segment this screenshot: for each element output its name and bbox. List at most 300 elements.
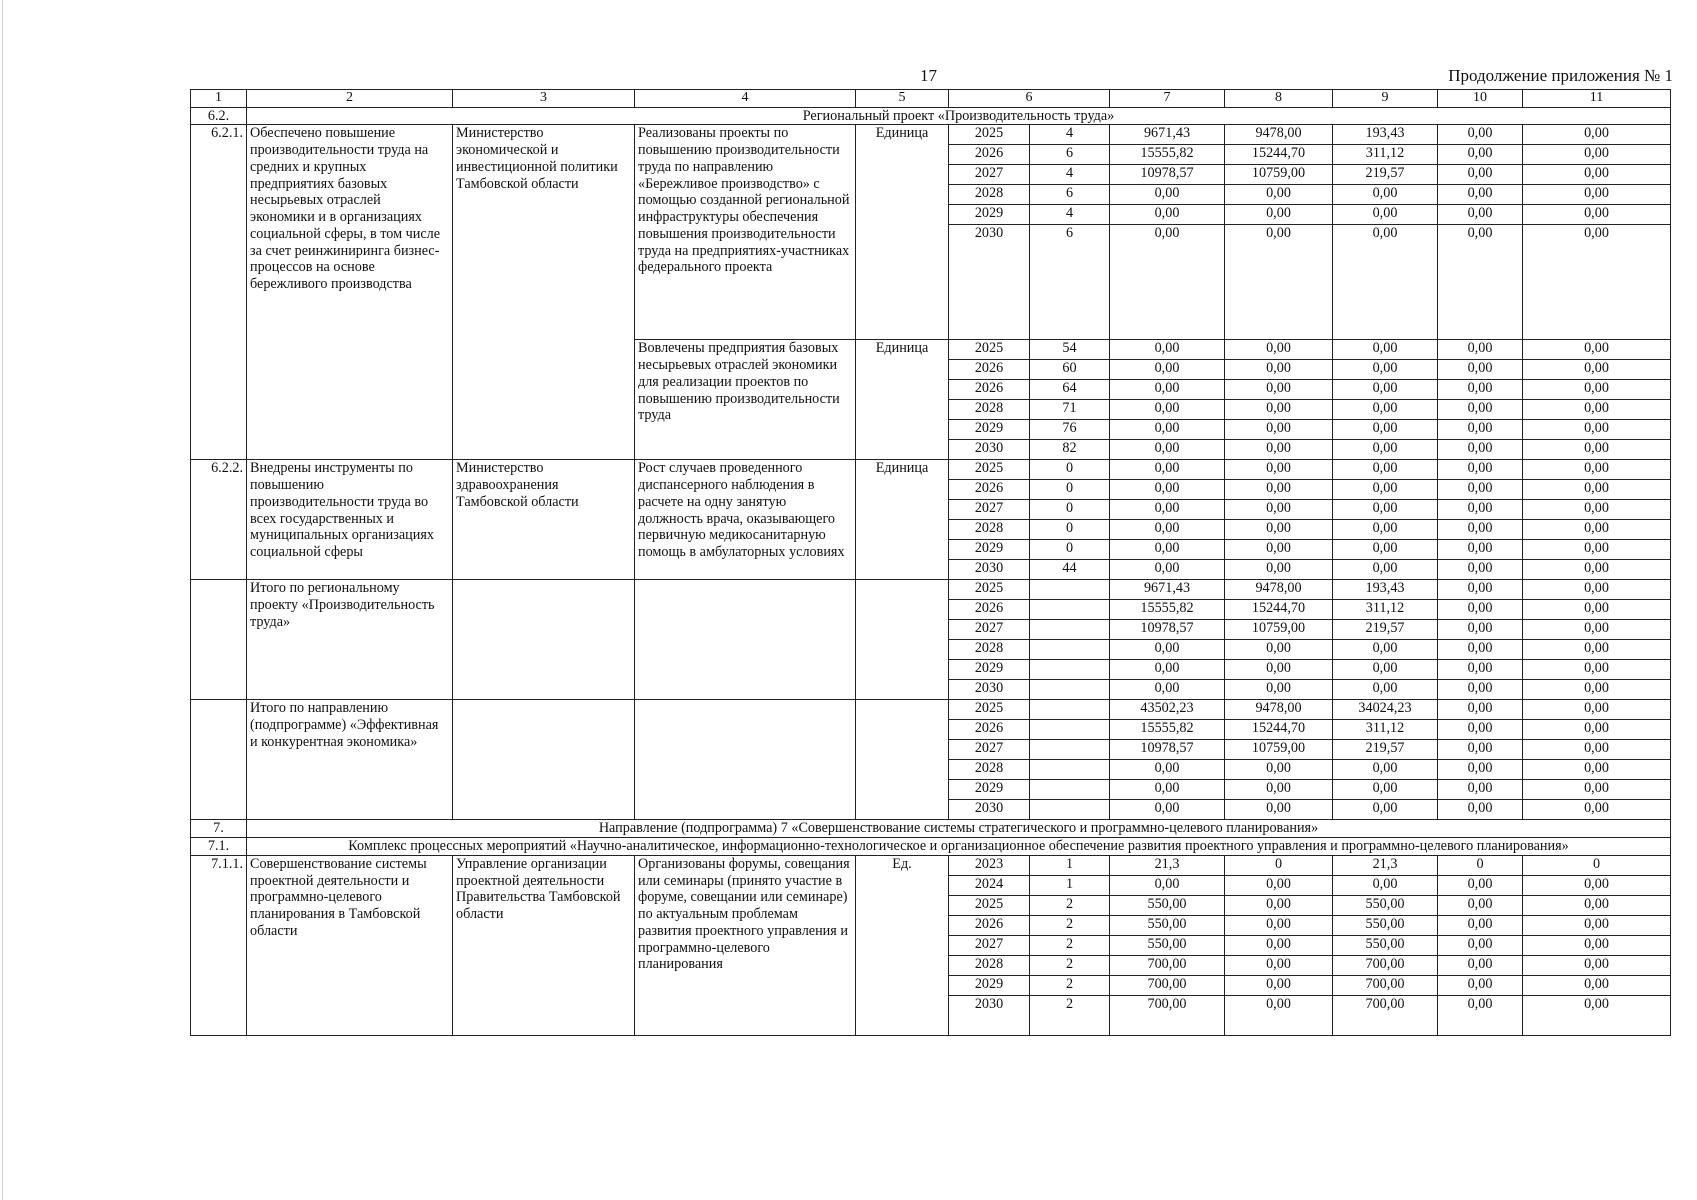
value-cell: 0,00 — [1438, 680, 1523, 700]
value-cell: 0,00 — [1523, 165, 1671, 185]
value-cell: 219,57 — [1333, 620, 1438, 640]
value-cell: 0,00 — [1333, 780, 1438, 800]
value-cell: 10978,57 — [1110, 740, 1225, 760]
value-cell: 0,00 — [1523, 895, 1671, 915]
value-cell: 0,00 — [1523, 460, 1671, 480]
value-cell — [1030, 740, 1110, 760]
value-cell: 15244,70 — [1225, 720, 1333, 740]
value-cell: 0,00 — [1438, 660, 1523, 680]
value-cell: 2 — [1030, 975, 1110, 995]
section-row — [191, 107, 1671, 125]
value-cell: 0,00 — [1438, 480, 1523, 500]
value-cell: 0,00 — [1438, 780, 1523, 800]
value-cell: 9478,00 — [1225, 580, 1333, 600]
value-cell: 550,00 — [1333, 895, 1438, 915]
empty-cell — [856, 700, 949, 820]
value-cell: 0,00 — [1438, 420, 1523, 440]
value-cell: 0,00 — [1225, 340, 1333, 360]
value-cell: 0,00 — [1523, 400, 1671, 420]
appendix-label: Продолжение приложения № 1 — [1448, 66, 1673, 85]
value-cell: 700,00 — [1110, 995, 1225, 1035]
indicator-name: Рост случаев проведенного диспансерного наблюдения в расчете на одну занятую должность врача, оказывающего первичную медикосанитарную помощь в амбулаторных условиях — [635, 460, 856, 580]
value-cell: 4 — [1030, 125, 1110, 145]
value-cell: 219,57 — [1333, 740, 1438, 760]
year-cell: 2023 — [949, 855, 1030, 875]
value-cell — [1030, 760, 1110, 780]
year-cell: 2030 — [949, 440, 1030, 460]
value-cell: 0 — [1030, 540, 1110, 560]
value-cell: 0,00 — [1110, 400, 1225, 420]
value-cell: 0,00 — [1110, 480, 1225, 500]
value-cell: 0,00 — [1225, 780, 1333, 800]
value-cell: 0,00 — [1333, 480, 1438, 500]
value-cell: 0,00 — [1523, 500, 1671, 520]
value-cell: 43502,23 — [1110, 700, 1225, 720]
value-cell: 219,57 — [1333, 165, 1438, 185]
empty-cell — [191, 700, 247, 820]
indicator-unit: Единица — [856, 340, 949, 460]
value-cell: 0,00 — [1438, 935, 1523, 955]
value-cell: 550,00 — [1110, 915, 1225, 935]
empty-cell — [635, 700, 856, 820]
value-cell: 0,00 — [1438, 875, 1523, 895]
value-cell: 0,00 — [1333, 380, 1438, 400]
indicator-name: Вовлечены предприятия базовых несырьевых отраслей экономики для реализации проектов по повышению производительности труда — [635, 340, 856, 460]
year-cell: 2025 — [949, 580, 1030, 600]
value-cell: 0,00 — [1438, 740, 1523, 760]
value-cell: 82 — [1030, 440, 1110, 460]
year-cell: 2028 — [949, 520, 1030, 540]
value-cell: 34024,23 — [1333, 700, 1438, 720]
column-number: 9 — [1333, 90, 1438, 108]
year-cell: 2028 — [949, 955, 1030, 975]
value-cell: 0,00 — [1225, 440, 1333, 460]
value-cell: 0,00 — [1225, 760, 1333, 780]
total-row — [191, 580, 1671, 600]
value-cell: 6 — [1030, 185, 1110, 205]
column-number: 8 — [1225, 90, 1333, 108]
value-cell: 0 — [1030, 520, 1110, 540]
year-cell: 2026 — [949, 360, 1030, 380]
value-cell: 0,00 — [1225, 955, 1333, 975]
value-cell: 10978,57 — [1110, 165, 1225, 185]
column-number: 6 — [949, 90, 1110, 108]
value-cell: 0,00 — [1333, 660, 1438, 680]
value-cell: 0 — [1438, 855, 1523, 875]
value-cell: 10759,00 — [1225, 165, 1333, 185]
value-cell: 0,00 — [1110, 760, 1225, 780]
value-cell: 0,00 — [1438, 400, 1523, 420]
year-cell: 2029 — [949, 660, 1030, 680]
value-cell: 2 — [1030, 895, 1110, 915]
value-cell: 0,00 — [1523, 520, 1671, 540]
value-cell: 0,00 — [1225, 800, 1333, 820]
value-cell: 0,00 — [1438, 340, 1523, 360]
year-cell: 2025 — [949, 125, 1030, 145]
year-cell: 2030 — [949, 680, 1030, 700]
year-cell: 2029 — [949, 780, 1030, 800]
section-row — [191, 838, 1671, 856]
value-cell: 0,00 — [1523, 560, 1671, 580]
year-cell: 2026 — [949, 600, 1030, 620]
value-cell: 15244,70 — [1225, 600, 1333, 620]
year-cell: 2028 — [949, 640, 1030, 660]
value-cell: 0,00 — [1225, 935, 1333, 955]
value-cell: 700,00 — [1110, 955, 1225, 975]
value-cell: 0,00 — [1438, 580, 1523, 600]
value-cell: 0,00 — [1523, 760, 1671, 780]
value-cell: 10759,00 — [1225, 620, 1333, 640]
value-cell: 0,00 — [1438, 720, 1523, 740]
value-cell: 0,00 — [1523, 145, 1671, 165]
value-cell: 311,12 — [1333, 600, 1438, 620]
year-cell: 2029 — [949, 540, 1030, 560]
column-number: 10 — [1438, 90, 1523, 108]
value-cell: 0,00 — [1110, 780, 1225, 800]
year-cell: 2026 — [949, 915, 1030, 935]
value-cell: 0,00 — [1438, 540, 1523, 560]
value-cell: 2 — [1030, 995, 1110, 1035]
item-task: Внедрены инструменты по повышению производительности труда во всех государственных и муниципальных организациях социальной сферы — [247, 460, 453, 580]
value-cell: 550,00 — [1333, 935, 1438, 955]
value-cell: 0,00 — [1333, 225, 1438, 340]
value-cell: 193,43 — [1333, 580, 1438, 600]
value-cell: 0,00 — [1333, 875, 1438, 895]
value-cell: 0,00 — [1438, 440, 1523, 460]
value-cell: 0,00 — [1333, 340, 1438, 360]
value-cell: 700,00 — [1333, 975, 1438, 995]
value-cell: 0,00 — [1110, 640, 1225, 660]
year-cell: 2028 — [949, 760, 1030, 780]
value-cell: 0 — [1523, 855, 1671, 875]
value-cell: 0,00 — [1438, 915, 1523, 935]
year-cell: 2026 — [949, 145, 1030, 165]
section-title: Комплекс процессных мероприятий «Научно-аналитическое, информационно-технологическое и организационное обеспечение развития проектного управления и программно-целевого планирования» — [247, 838, 1671, 856]
value-cell: 0,00 — [1225, 205, 1333, 225]
value-cell: 0,00 — [1523, 580, 1671, 600]
value-cell: 0,00 — [1110, 520, 1225, 540]
table-row — [191, 460, 1671, 480]
table-row — [191, 125, 1671, 145]
year-cell: 2030 — [949, 995, 1030, 1035]
value-cell: 0,00 — [1438, 620, 1523, 640]
section-row — [191, 820, 1671, 838]
value-cell: 0,00 — [1110, 185, 1225, 205]
value-cell: 0,00 — [1333, 540, 1438, 560]
value-cell: 0,00 — [1523, 660, 1671, 680]
value-cell: 0,00 — [1523, 955, 1671, 975]
year-cell: 2030 — [949, 800, 1030, 820]
value-cell: 0,00 — [1523, 995, 1671, 1035]
year-cell: 2029 — [949, 420, 1030, 440]
value-cell: 0,00 — [1523, 440, 1671, 460]
item-code: 6.2.2. — [191, 460, 247, 580]
value-cell: 21,3 — [1110, 855, 1225, 875]
value-cell: 0,00 — [1438, 895, 1523, 915]
value-cell: 0,00 — [1523, 780, 1671, 800]
value-cell: 2 — [1030, 955, 1110, 975]
value-cell: 0,00 — [1333, 760, 1438, 780]
value-cell: 0,00 — [1110, 500, 1225, 520]
value-cell: 1 — [1030, 875, 1110, 895]
value-cell: 0,00 — [1225, 185, 1333, 205]
value-cell: 0,00 — [1438, 360, 1523, 380]
year-cell: 2024 — [949, 875, 1030, 895]
budget-table — [190, 89, 1671, 1036]
value-cell: 0,00 — [1523, 205, 1671, 225]
value-cell — [1030, 580, 1110, 600]
year-cell: 2027 — [949, 165, 1030, 185]
value-cell: 0,00 — [1438, 185, 1523, 205]
year-cell: 2025 — [949, 340, 1030, 360]
value-cell: 0,00 — [1438, 225, 1523, 340]
year-cell: 2027 — [949, 620, 1030, 640]
value-cell — [1030, 620, 1110, 640]
indicator-name: Организованы форумы, совещания или семинары (принято участие в форуме, совещании или семинаре) по актуальным проблемам развития проектного управления и программно-целевого планирования — [635, 855, 856, 1035]
value-cell — [1030, 600, 1110, 620]
value-cell: 0,00 — [1110, 680, 1225, 700]
value-cell — [1030, 800, 1110, 820]
total-label: Итого по направлению (подпрограмме) «Эффективная и конкурентная экономика» — [247, 700, 453, 820]
total-row — [191, 700, 1671, 720]
empty-cell — [635, 580, 856, 700]
value-cell: 0,00 — [1110, 205, 1225, 225]
year-cell: 2025 — [949, 460, 1030, 480]
item-executor: Управление организации проектной деятельности Правительства Тамбовской области — [453, 855, 635, 1035]
value-cell: 0,00 — [1438, 125, 1523, 145]
value-cell: 0,00 — [1523, 680, 1671, 700]
value-cell: 0,00 — [1438, 975, 1523, 995]
value-cell: 0,00 — [1333, 205, 1438, 225]
value-cell: 0,00 — [1523, 600, 1671, 620]
value-cell: 0,00 — [1523, 360, 1671, 380]
value-cell: 0,00 — [1333, 560, 1438, 580]
value-cell: 0,00 — [1110, 460, 1225, 480]
table-row — [191, 855, 1671, 875]
value-cell: 9671,43 — [1110, 125, 1225, 145]
scan-edge — [2, 0, 3, 1200]
value-cell: 0,00 — [1333, 680, 1438, 700]
value-cell: 0 — [1225, 855, 1333, 875]
value-cell: 60 — [1030, 360, 1110, 380]
empty-cell — [191, 580, 247, 700]
value-cell: 0,00 — [1438, 760, 1523, 780]
column-number: 4 — [635, 90, 856, 108]
value-cell: 54 — [1030, 340, 1110, 360]
year-cell: 2029 — [949, 975, 1030, 995]
column-number-row — [191, 90, 1671, 108]
column-number: 2 — [247, 90, 453, 108]
value-cell: 71 — [1030, 400, 1110, 420]
item-task: Совершенствование системы проектной деятельности и программно-целевого планирования в Тамбовской области — [247, 855, 453, 1035]
column-number: 1 — [191, 90, 247, 108]
empty-cell — [856, 580, 949, 700]
value-cell: 0,00 — [1110, 875, 1225, 895]
value-cell: 700,00 — [1110, 975, 1225, 995]
value-cell: 0,00 — [1110, 800, 1225, 820]
value-cell: 0,00 — [1225, 460, 1333, 480]
value-cell: 0,00 — [1523, 225, 1671, 340]
value-cell: 0,00 — [1523, 740, 1671, 760]
value-cell: 15555,82 — [1110, 600, 1225, 620]
value-cell: 193,43 — [1333, 125, 1438, 145]
value-cell: 0,00 — [1438, 520, 1523, 540]
empty-cell — [453, 580, 635, 700]
value-cell: 550,00 — [1110, 895, 1225, 915]
value-cell: 0,00 — [1438, 995, 1523, 1035]
value-cell: 311,12 — [1333, 145, 1438, 165]
value-cell: 0,00 — [1110, 420, 1225, 440]
section-code: 6.2. — [191, 107, 247, 125]
item-code: 6.2.1. — [191, 125, 247, 460]
value-cell: 0,00 — [1523, 420, 1671, 440]
value-cell: 0,00 — [1438, 500, 1523, 520]
value-cell: 0,00 — [1438, 800, 1523, 820]
value-cell: 0,00 — [1225, 875, 1333, 895]
empty-cell — [453, 700, 635, 820]
value-cell: 44 — [1030, 560, 1110, 580]
value-cell: 0,00 — [1225, 225, 1333, 340]
indicator-name: Реализованы проекты по повышению производительности труда по направлению «Бережливое производство» с помощью созданной региональной инфраструктуры обеспечения повышения производительности труда на предприятиях-участниках федерального проекта — [635, 125, 856, 340]
indicator-unit: Единица — [856, 125, 949, 340]
value-cell: 15244,70 — [1225, 145, 1333, 165]
value-cell: 0,00 — [1523, 185, 1671, 205]
value-cell: 0,00 — [1438, 165, 1523, 185]
value-cell — [1030, 660, 1110, 680]
value-cell: 6 — [1030, 225, 1110, 340]
year-cell: 2025 — [949, 895, 1030, 915]
value-cell: 0,00 — [1225, 420, 1333, 440]
value-cell: 0,00 — [1523, 720, 1671, 740]
value-cell: 0,00 — [1523, 480, 1671, 500]
value-cell: 2 — [1030, 915, 1110, 935]
value-cell: 0,00 — [1438, 380, 1523, 400]
value-cell: 311,12 — [1333, 720, 1438, 740]
value-cell: 0,00 — [1225, 560, 1333, 580]
value-cell: 0,00 — [1333, 360, 1438, 380]
value-cell: 0,00 — [1523, 380, 1671, 400]
value-cell: 0,00 — [1333, 400, 1438, 420]
value-cell: 0,00 — [1438, 560, 1523, 580]
value-cell: 550,00 — [1110, 935, 1225, 955]
value-cell: 0,00 — [1523, 800, 1671, 820]
column-number: 3 — [453, 90, 635, 108]
year-cell: 2026 — [949, 720, 1030, 740]
value-cell: 9478,00 — [1225, 700, 1333, 720]
year-cell: 2026 — [949, 480, 1030, 500]
value-cell — [1030, 680, 1110, 700]
value-cell: 0,00 — [1438, 460, 1523, 480]
column-number: 5 — [856, 90, 949, 108]
year-cell: 2027 — [949, 935, 1030, 955]
value-cell — [1030, 720, 1110, 740]
value-cell: 10759,00 — [1225, 740, 1333, 760]
value-cell: 6 — [1030, 145, 1110, 165]
value-cell: 15555,82 — [1110, 145, 1225, 165]
value-cell: 0,00 — [1523, 700, 1671, 720]
year-cell: 2028 — [949, 400, 1030, 420]
value-cell: 0,00 — [1110, 440, 1225, 460]
item-executor: Министерство здравоохранения Тамбовской области — [453, 460, 635, 580]
value-cell: 0,00 — [1225, 915, 1333, 935]
value-cell: 4 — [1030, 165, 1110, 185]
value-cell: 0,00 — [1523, 340, 1671, 360]
value-cell: 21,3 — [1333, 855, 1438, 875]
year-cell: 2025 — [949, 700, 1030, 720]
year-cell: 2030 — [949, 225, 1030, 340]
value-cell: 0,00 — [1110, 540, 1225, 560]
value-cell: 0 — [1030, 500, 1110, 520]
value-cell: 9478,00 — [1225, 125, 1333, 145]
value-cell: 0,00 — [1438, 145, 1523, 165]
value-cell: 0,00 — [1523, 915, 1671, 935]
column-number: 7 — [1110, 90, 1225, 108]
value-cell: 0,00 — [1225, 480, 1333, 500]
value-cell: 0,00 — [1333, 460, 1438, 480]
value-cell: 0,00 — [1225, 400, 1333, 420]
value-cell: 0,00 — [1110, 340, 1225, 360]
value-cell: 0,00 — [1225, 360, 1333, 380]
value-cell: 0,00 — [1438, 600, 1523, 620]
value-cell: 0,00 — [1438, 700, 1523, 720]
value-cell: 0,00 — [1333, 500, 1438, 520]
value-cell: 0,00 — [1225, 640, 1333, 660]
value-cell — [1030, 700, 1110, 720]
section-title: Региональный проект «Производительность труда» — [247, 107, 1671, 125]
column-number: 11 — [1523, 90, 1671, 108]
value-cell — [1030, 640, 1110, 660]
value-cell: 10978,57 — [1110, 620, 1225, 640]
value-cell: 0,00 — [1523, 620, 1671, 640]
value-cell: 0,00 — [1110, 360, 1225, 380]
year-cell: 2026 — [949, 380, 1030, 400]
value-cell: 0,00 — [1438, 955, 1523, 975]
section-code: 7.1. — [191, 838, 247, 856]
value-cell: 0 — [1030, 460, 1110, 480]
value-cell: 0,00 — [1225, 520, 1333, 540]
value-cell: 0,00 — [1225, 975, 1333, 995]
value-cell: 0,00 — [1225, 540, 1333, 560]
item-executor: Министерство экономической и инвестиционной политики Тамбовской области — [453, 125, 635, 460]
value-cell: 64 — [1030, 380, 1110, 400]
value-cell: 0,00 — [1333, 800, 1438, 820]
value-cell: 0,00 — [1333, 185, 1438, 205]
page-number: 17 — [920, 66, 937, 85]
value-cell: 0,00 — [1110, 660, 1225, 680]
year-cell: 2027 — [949, 740, 1030, 760]
year-cell: 2029 — [949, 205, 1030, 225]
value-cell: 0,00 — [1523, 975, 1671, 995]
value-cell: 76 — [1030, 420, 1110, 440]
value-cell: 0,00 — [1110, 225, 1225, 340]
value-cell: 1 — [1030, 855, 1110, 875]
value-cell: 0,00 — [1225, 500, 1333, 520]
value-cell: 15555,82 — [1110, 720, 1225, 740]
value-cell: 0,00 — [1110, 560, 1225, 580]
year-cell: 2027 — [949, 500, 1030, 520]
value-cell: 0,00 — [1523, 640, 1671, 660]
section-title: Направление (подпрограмма) 7 «Совершенствование системы стратегического и программно-целевого планирования» — [247, 820, 1671, 838]
section-code: 7. — [191, 820, 247, 838]
item-task: Обеспечено повышение производительности труда на средних и крупных предприятиях базовых несырьевых отраслей экономики и в организациях социальной сферы, в том числе за счет реинжиниринга бизнес-процессов на основе бережливого производства — [247, 125, 453, 460]
value-cell: 0,00 — [1225, 995, 1333, 1035]
year-cell: 2028 — [949, 185, 1030, 205]
value-cell: 0,00 — [1333, 440, 1438, 460]
item-code: 7.1.1. — [191, 855, 247, 1035]
value-cell: 0,00 — [1225, 680, 1333, 700]
value-cell: 0,00 — [1225, 380, 1333, 400]
year-cell: 2030 — [949, 560, 1030, 580]
